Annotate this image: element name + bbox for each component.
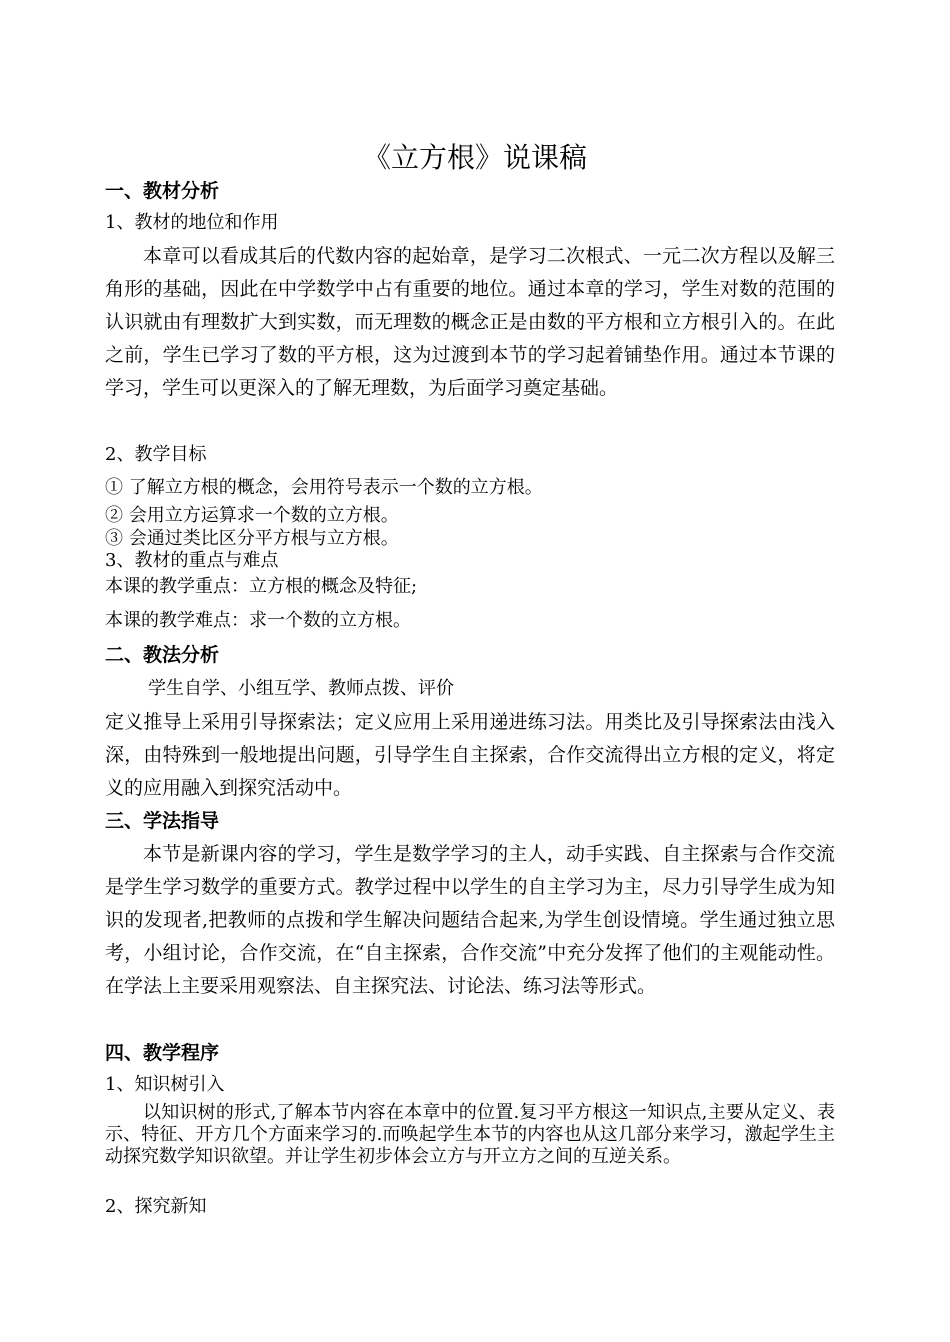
subheading-1-1: 1、教材的地位和作用 — [105, 212, 279, 233]
subheading-4-1: 1、知识树引入 — [105, 1074, 225, 1095]
section-heading-2: 二、教法分析 — [105, 644, 220, 666]
paragraph-1-1: 本章可以看成其后的代数内容的起始章，是学习二次根式、一元二次方程以及解三角形的基础，因此在中学数学中占有重要的地位。通过本章的学习，学生对数的范围的认识就由有理数扩大到实数，而无理数的概念正是由数的平方根和立方根引入的。在此之前，学生已学习了数的平方根，这为过渡到本节的学习起着铺垫作用。通过本节课的学习，学生可以更深入的了解无理数，为后面学习奠定基础。 — [105, 245, 835, 399]
document-title: 《立方根》说课稿 — [362, 141, 587, 174]
subheading-4-2: 2、探究新知 — [105, 1196, 207, 1217]
subheading-1-3: 3、教材的重点与难点 — [105, 550, 279, 571]
subheading-1-2: 2、教学目标 — [105, 444, 207, 465]
section-heading-3: 三、学法指导 — [105, 810, 220, 832]
teaching-methods-line: 学生自学、小组互学、教师点拨、评价 — [148, 678, 454, 699]
paragraph-3-1: 本节是新课内容的学习，学生是数学学习的主人，动手实践、自主探索与合作交流是学生学习数学的重要方式。教学过程中以学生的自主学习为主，尽力引导学生成为知识的发现者,把教师的点拨和学生解决问题结合起来,为学生创设情境。学生通过独立思考，小组讨论，合作交流，在“自主探索，合作交流”中充分发挥了他们的主观能动性。在学法上主要采用观察法、自主探究法、讨论法、练习法等形式。 — [105, 843, 835, 997]
paragraph-2-1: 定义推导上采用引导探索法；定义应用上采用递进练习法。用类比及引导探索法由浅入深，由特殊到一般地提出问题，引导学生自主探索，合作交流得出立方根的定义，将定义的应用融入到探究活动中。 — [105, 711, 835, 799]
goal-item-1: ① 了解立方根的概念，会用符号表示一个数的立方根。 — [105, 477, 543, 498]
goal-item-3: ③ 会通过类比区分平方根与立方根。 — [105, 528, 399, 549]
section-heading-4: 四、教学程序 — [105, 1042, 220, 1064]
section-heading-1: 一、教材分析 — [105, 180, 220, 202]
key-point: 本课的教学重点：立方根的概念及特征; — [105, 576, 418, 597]
difficulty-point: 本课的教学难点：求一个数的立方根。 — [105, 610, 411, 631]
paragraph-4-1: 以知识树的形式,了解本节内容在本章中的位置.复习平方根这一知识点,主要从定义、表示、特征、开方几个方面来学习的.而唤起学生本节的内容也从这几部分来学习，激起学生主动探究数学知识欲望。并让学生初步体会立方与开立方之间的互逆关系。 — [105, 1102, 835, 1167]
goal-item-2: ② 会用立方运算求一个数的立方根。 — [105, 505, 399, 526]
